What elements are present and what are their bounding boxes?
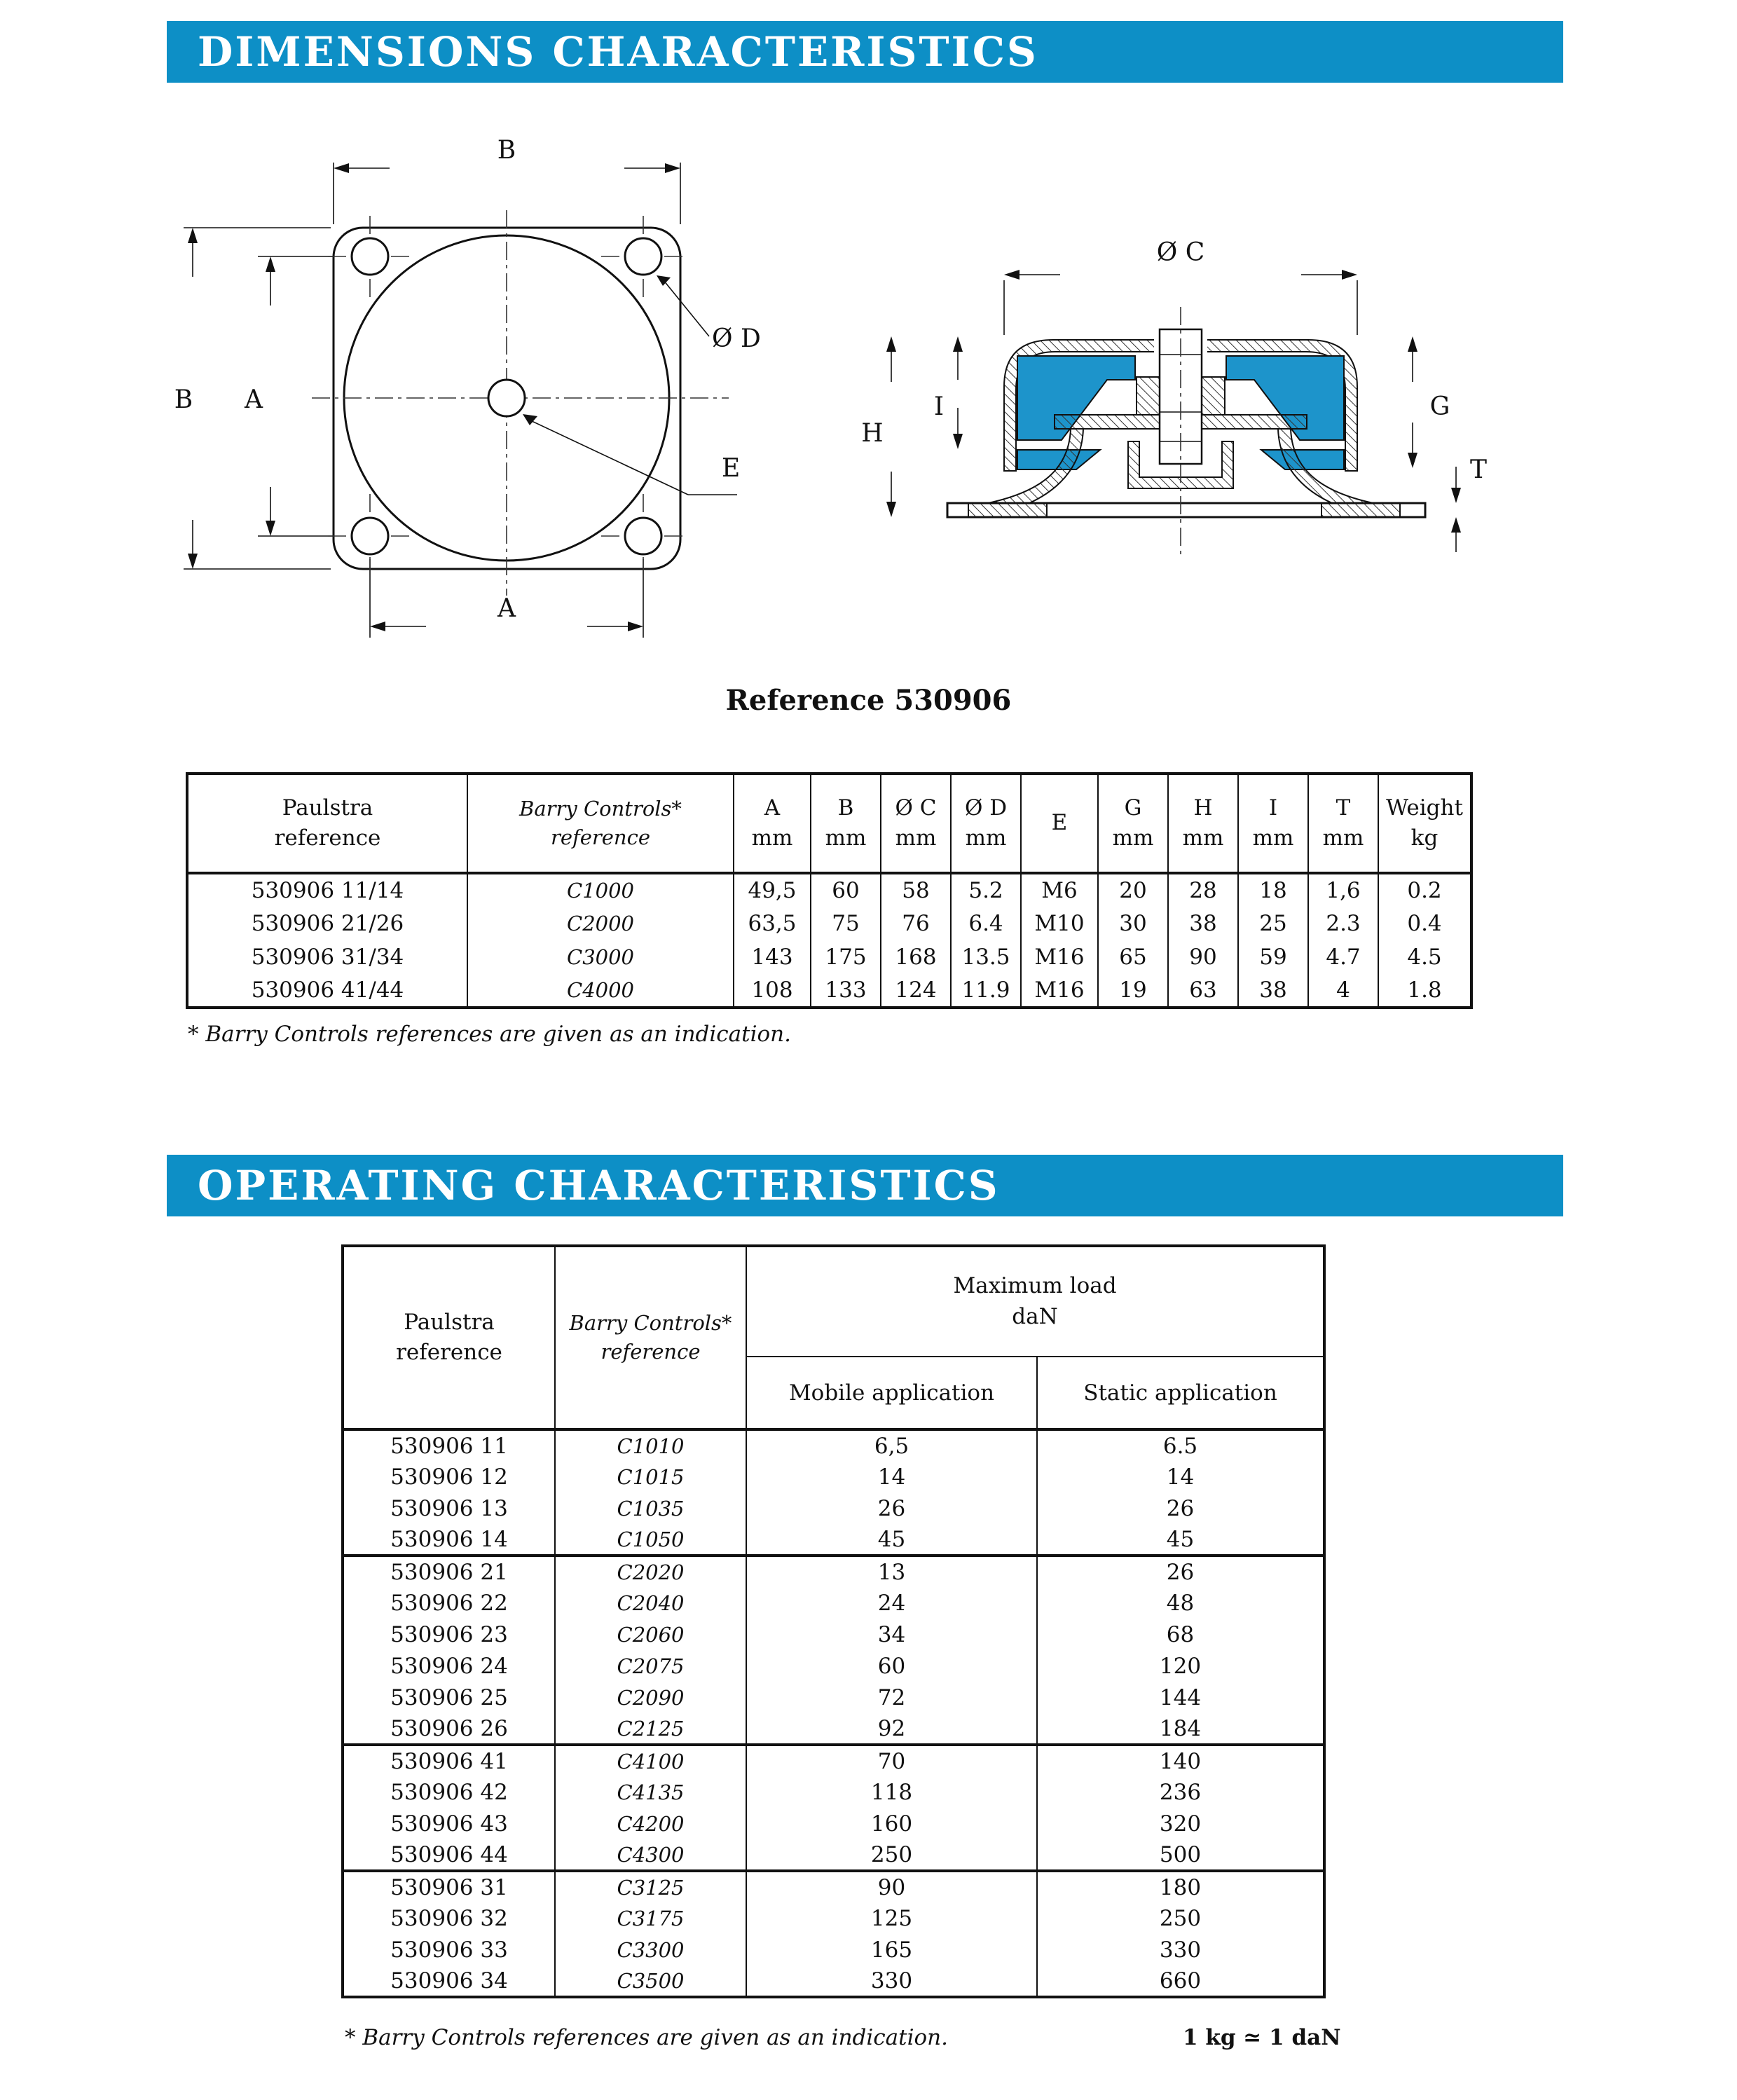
cell: 118 [746, 1776, 1037, 1808]
table-row [343, 1587, 1324, 1619]
cell: 530906 24 [343, 1650, 555, 1682]
cell: C2020 [555, 1556, 746, 1587]
cell: C2125 [555, 1713, 746, 1745]
cell: 48 [1037, 1587, 1324, 1619]
dim-label-i: I [933, 392, 945, 421]
cell: 6,5 [746, 1429, 1037, 1461]
cell: 14 [746, 1461, 1037, 1492]
cell: 6.5 [1037, 1429, 1324, 1461]
cell: 140 [1037, 1745, 1324, 1776]
column-header: Ø C mm [881, 774, 951, 873]
column-header-barry: Barry Controls* reference [555, 1246, 746, 1429]
table-row [187, 907, 1471, 940]
column-header: Paulstra reference [187, 774, 467, 873]
cell: 13 [746, 1556, 1037, 1587]
operating-table [341, 1244, 1326, 1998]
table-row [343, 1776, 1324, 1808]
cell: C4000 [467, 974, 734, 1008]
cell: 530906 41 [343, 1745, 555, 1776]
cell: 530906 31 [343, 1871, 555, 1902]
operating-header-row [343, 1246, 1324, 1357]
cell: 49,5 [734, 873, 811, 907]
center-bolt [1160, 307, 1202, 557]
cell: 6.4 [951, 907, 1021, 940]
cell: 530906 34 [343, 1965, 555, 1997]
cell: 4 [1308, 974, 1378, 1008]
cell: 143 [734, 940, 811, 974]
cell: C4135 [555, 1776, 746, 1808]
cell: 59 [1238, 940, 1308, 974]
cell: 75 [811, 907, 881, 940]
cell: 175 [811, 940, 881, 974]
cell: C1015 [555, 1461, 746, 1492]
cell: 90 [746, 1871, 1037, 1902]
table-row [343, 1839, 1324, 1871]
cell: 13.5 [951, 940, 1021, 974]
cell: 530906 11 [343, 1429, 555, 1461]
dim-label-b-left: B [174, 385, 193, 414]
dimensions-footnote: * Barry Controls references are given as an indication. [188, 1022, 791, 1047]
table-row [343, 1461, 1324, 1492]
cell: 144 [1037, 1682, 1324, 1713]
column-header: H mm [1168, 774, 1238, 873]
dimension-g [1408, 336, 1450, 468]
dim-label-e: E [722, 454, 741, 483]
dimensions-header-row [187, 774, 1471, 873]
column-header: T mm [1308, 774, 1378, 873]
dimension-a-left [244, 256, 275, 536]
table-row [343, 1808, 1324, 1839]
cell: 72 [746, 1682, 1037, 1713]
cell: 92 [746, 1713, 1037, 1745]
hole-diameter-callout [657, 275, 761, 353]
cell: 660 [1037, 1965, 1324, 1997]
column-header: E [1021, 774, 1098, 873]
cell: 60 [811, 873, 881, 907]
cell: C1010 [555, 1429, 746, 1461]
dim-label-c-diameter: Ø C [1156, 238, 1205, 267]
cell: 530906 25 [343, 1682, 555, 1713]
cell: 68 [1037, 1619, 1324, 1650]
cell: 45 [746, 1524, 1037, 1556]
column-header: Barry Controls* reference [467, 774, 734, 873]
section-title-operating: OPERATING CHARACTERISTICS [198, 1162, 1000, 1209]
cell: 2.3 [1308, 907, 1378, 940]
cell: M16 [1021, 974, 1098, 1008]
cell: 165 [746, 1934, 1037, 1965]
column-header-maximum-load: Maximum load daN [746, 1246, 1324, 1357]
column-header: G mm [1098, 774, 1168, 873]
cell: 63,5 [734, 907, 811, 940]
cell: C4100 [555, 1745, 746, 1776]
operating-footnote: * Barry Controls references are given as an indication. [345, 2025, 948, 2050]
cell: 0.2 [1378, 873, 1471, 907]
table-row [187, 974, 1471, 1008]
cell: C2090 [555, 1682, 746, 1713]
cell: 180 [1037, 1871, 1324, 1902]
table-row [343, 1965, 1324, 1997]
section-header-operating [167, 1155, 1563, 1216]
table-row [343, 1902, 1324, 1934]
cell: 45 [1037, 1524, 1324, 1556]
cell: 5.2 [951, 873, 1021, 907]
dimensions-table [186, 772, 1473, 1009]
cell: C3125 [555, 1871, 746, 1902]
cell: C3500 [555, 1965, 746, 1997]
cell: C2075 [555, 1650, 746, 1682]
dim-label-h: H [861, 419, 884, 448]
cell: 530906 41/44 [187, 974, 467, 1008]
center-hole [488, 380, 525, 416]
cell: 34 [746, 1619, 1037, 1650]
cell: 250 [746, 1839, 1037, 1871]
dimension-b-top [334, 136, 680, 173]
cell: 530906 22 [343, 1587, 555, 1619]
cell: 19 [1098, 974, 1168, 1008]
dimension-i [934, 336, 963, 449]
cell: 1,6 [1308, 873, 1378, 907]
cell: 330 [1037, 1934, 1324, 1965]
cell: 76 [881, 907, 951, 940]
cell: 530906 43 [343, 1808, 555, 1839]
column-header: A mm [734, 774, 811, 873]
column-header: Weight kg [1378, 774, 1471, 873]
cell: C2000 [467, 907, 734, 940]
cell: 38 [1238, 974, 1308, 1008]
dimension-h [861, 336, 896, 517]
column-header: Ø D mm [951, 774, 1021, 873]
top-view-drawing [168, 105, 834, 687]
cell: 250 [1037, 1902, 1324, 1934]
column-header: B mm [811, 774, 881, 873]
table-row [343, 1429, 1324, 1461]
cell: 530906 44 [343, 1839, 555, 1871]
cell: 160 [746, 1808, 1037, 1839]
cell: 184 [1037, 1713, 1324, 1745]
table-row [343, 1556, 1324, 1587]
cell: 38 [1168, 907, 1238, 940]
cell: 4.5 [1378, 940, 1471, 974]
dim-label-a-bottom: A [497, 594, 516, 623]
center-hole-callout [523, 414, 740, 495]
cell: C3300 [555, 1934, 746, 1965]
cell: 530906 12 [343, 1461, 555, 1492]
cell: 14 [1037, 1461, 1324, 1492]
cell: 530906 31/34 [187, 940, 467, 974]
base-plate [947, 503, 1425, 517]
cell: 236 [1037, 1776, 1324, 1808]
cell: 530906 13 [343, 1492, 555, 1524]
table-row [187, 940, 1471, 974]
table-row [187, 873, 1471, 907]
cell: 26 [746, 1492, 1037, 1524]
cell: 11.9 [951, 974, 1021, 1008]
dim-label-t: T [1469, 455, 1488, 484]
dim-label-d-diameter: Ø D [712, 324, 761, 353]
cell: 108 [734, 974, 811, 1008]
cell: 0.4 [1378, 907, 1471, 940]
table-row [343, 1682, 1324, 1713]
cell: M6 [1021, 873, 1098, 907]
column-header: I mm [1238, 774, 1308, 873]
dim-label-b-top: B [497, 136, 516, 165]
cell: C4200 [555, 1808, 746, 1839]
cell: 530906 26 [343, 1713, 555, 1745]
cell: 26 [1037, 1492, 1324, 1524]
reference-caption: Reference 530906 [725, 684, 1012, 717]
section-view-drawing [806, 231, 1542, 568]
section-header-dimensions [167, 21, 1563, 83]
cell: 330 [746, 1965, 1037, 1997]
cell: 530906 23 [343, 1619, 555, 1650]
table-row [343, 1619, 1324, 1650]
cell: 530906 21 [343, 1556, 555, 1587]
cell: C2040 [555, 1587, 746, 1619]
table-row [343, 1934, 1324, 1965]
cell: 24 [746, 1587, 1037, 1619]
dimension-a-bottom [370, 594, 643, 631]
cell: 530906 33 [343, 1934, 555, 1965]
column-subheader-static: Static application [1037, 1357, 1324, 1429]
cell: M16 [1021, 940, 1098, 974]
dimension-b-left [174, 228, 198, 569]
cell: 500 [1037, 1839, 1324, 1871]
cell: 4.7 [1308, 940, 1378, 974]
cell: C4300 [555, 1839, 746, 1871]
cell: 120 [1037, 1650, 1324, 1682]
dim-label-g: G [1429, 392, 1450, 421]
cell: 530906 32 [343, 1902, 555, 1934]
cell: C3000 [467, 940, 734, 974]
cell: 168 [881, 940, 951, 974]
table-row [343, 1745, 1324, 1776]
cell: 30 [1098, 907, 1168, 940]
cell: 90 [1168, 940, 1238, 974]
cell: 60 [746, 1650, 1037, 1682]
kg-dan-note: 1 kg ≃ 1 daN [1183, 2025, 1341, 2050]
cell: 58 [881, 873, 951, 907]
cell: 25 [1238, 907, 1308, 940]
cell: 530906 14 [343, 1524, 555, 1556]
cell: C1035 [555, 1492, 746, 1524]
dimension-t [1451, 455, 1487, 552]
column-header-paulstra: Paulstra reference [343, 1246, 555, 1429]
table-row [343, 1650, 1324, 1682]
cell: 530906 11/14 [187, 873, 467, 907]
cell: 20 [1098, 873, 1168, 907]
table-row [343, 1713, 1324, 1745]
cell: 530906 21/26 [187, 907, 467, 940]
dim-label-a-left: A [245, 385, 263, 414]
cell: 125 [746, 1902, 1037, 1934]
table-row [343, 1492, 1324, 1524]
cell: M10 [1021, 907, 1098, 940]
table-row [343, 1524, 1324, 1556]
cell: 18 [1238, 873, 1308, 907]
cell: 133 [811, 974, 881, 1008]
cell: 63 [1168, 974, 1238, 1008]
cell: 65 [1098, 940, 1168, 974]
cell: 1.8 [1378, 974, 1471, 1008]
cell: 530906 42 [343, 1776, 555, 1808]
cell: 28 [1168, 873, 1238, 907]
cell: 124 [881, 974, 951, 1008]
cell: 26 [1037, 1556, 1324, 1587]
column-subheader-mobile: Mobile application [746, 1357, 1037, 1429]
section-title-dimensions: DIMENSIONS CHARACTERISTICS [198, 28, 1038, 76]
cell: C3175 [555, 1902, 746, 1934]
cell: C1000 [467, 873, 734, 907]
cell: C2060 [555, 1619, 746, 1650]
cell: C1050 [555, 1524, 746, 1556]
cell: 320 [1037, 1808, 1324, 1839]
cell: 70 [746, 1745, 1037, 1776]
table-row [343, 1871, 1324, 1902]
